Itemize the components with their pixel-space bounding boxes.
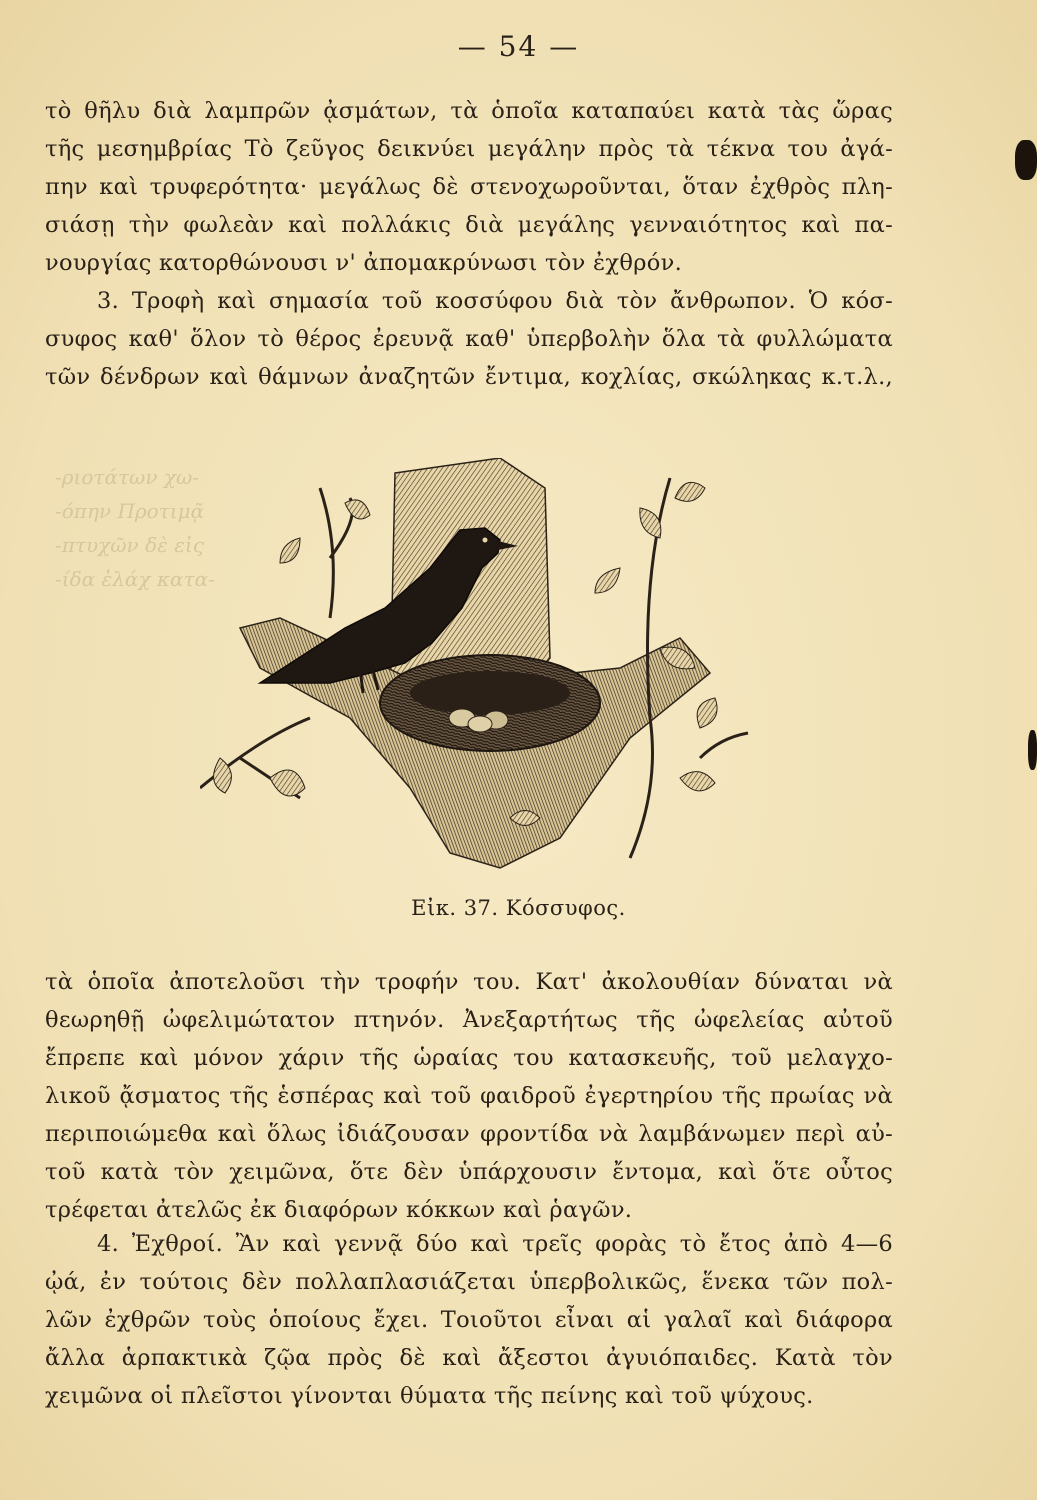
text-line: ἄλλα ἁρπακτικὰ ζῷα πρὸς δὲ καὶ ἄξεστοι ἀγυιόπαιδες. Κατὰ τὸν	[45, 1345, 893, 1371]
figure-caption: Εἰκ. 37. Κόσσυφος.	[411, 896, 626, 920]
leaf	[214, 758, 232, 793]
bleed-line: -όπην Προτιμᾷ	[55, 499, 205, 523]
leaf	[697, 698, 717, 728]
text-line: περιποιώμεθα καὶ ὅλως ἰδιάζουσαν φροντίδα νὰ λαμβάνωμεν περὶ αὐ-	[45, 1121, 893, 1147]
text-line: τῆς μεσημβρίας Τὸ ζεῦγος δεικνύει μεγάλην πρὸς τὰ τέκνα του ἀγά-	[45, 136, 893, 162]
paragraph-1	[45, 92, 893, 282]
paragraph-4	[45, 1225, 893, 1415]
text-line: τὰ ὁποῖα ἀποτελοῦσι τὴν τροφήν του. Κατ' ἀκολουθίαν δύναται νὰ	[45, 969, 893, 995]
egg	[468, 716, 492, 732]
leaf	[595, 568, 620, 593]
text-line: πην καὶ τρυφερότητα· μεγάλως δὲ στενοχωροῦνται, ὅταν ἐχθρὸς πλη-	[45, 174, 893, 200]
paragraph-2	[45, 282, 893, 396]
text-line: λῶν ἐχθρῶν τοὺς ὁποίους ἔχει. Τοιοῦτοι εἶναι αἱ γαλαῖ καὶ διάφορα	[45, 1307, 893, 1333]
bleed-line: -πτυχῶν δὲ εἰς	[55, 533, 204, 557]
leaf	[675, 482, 705, 501]
leaf	[270, 770, 305, 796]
paper-damage-spot	[1015, 140, 1037, 180]
leaf	[640, 508, 661, 538]
text-line: θεωρηθῇ ὠφελιμώτατον πτηνόν. Ἀνεξαρτήτως τῆς ὠφελείας αὐτοῦ	[45, 1007, 893, 1033]
leaf	[345, 500, 370, 519]
text-line: 4. Ἐχθροί. Ἂν καὶ γεννᾷ δύο καὶ τρεῖς φορὰς τὸ ἔτος ἀπὸ 4—6	[97, 1231, 893, 1257]
bleed-line: -ίδα ἐλάχ κατα-	[55, 567, 215, 591]
bleed-through-text	[55, 460, 215, 596]
paragraph-3	[45, 963, 893, 1229]
text-line: τῶν δένδρων καὶ θάμνων ἀναζητῶν ἔντιμα, κοχλίας, σκώληκας κ.τ.λ.,	[45, 364, 893, 390]
text-line: τὸ θῆλυ διὰ λαμπρῶν ᾀσμάτων, τὰ ὁποῖα καταπαύει κατὰ τὰς ὥρας	[45, 98, 893, 124]
blackbird-engraving	[200, 458, 750, 878]
text-line: λικοῦ ᾄσματος τῆς ἑσπέρας καὶ τοῦ φαιδροῦ ἐγερτηρίου τῆς πρωίας νὰ	[45, 1083, 893, 1109]
leaf	[680, 772, 715, 791]
paper-damage-spot	[1028, 730, 1037, 770]
bleed-line: -ριοτάτων χω-	[55, 465, 200, 489]
text-line: ἔπρεπε καὶ μόνον χάριν τῆς ὡραίας του κατασκευῆς, τοῦ μελαγχο-	[45, 1045, 893, 1071]
leaf	[280, 538, 300, 563]
text-line: χειμῶνα οἱ πλεῖστοι γίνονται θύματα τῆς πείνης καὶ τοῦ ψύχους.	[45, 1383, 814, 1409]
text-line: ᾠά, ἐν τούτοις δὲν πολλαπλασιάζεται ὑπερβολικῶς, ἕνεκα τῶν πολ-	[45, 1269, 893, 1295]
page-number: — 54 —	[457, 30, 580, 63]
text-line: τοῦ κατὰ τὸν χειμῶνα, ὅτε δὲν ὑπάρχουσιν ἔντομα, καὶ ὅτε οὗτος	[45, 1159, 893, 1185]
text-line: τρέφεται ἀτελῶς ἐκ διαφόρων κόκκων καὶ ῥαγῶν.	[45, 1197, 633, 1223]
text-line: σιάσῃ τὴν φωλεὰν καὶ πολλάκις διὰ μεγάλης γενναιότητος καὶ πα-	[45, 212, 893, 238]
text-line: νουργίας κατορθώνουσι ν' ἀπομακρύνωσι τὸν ἐχθρόν.	[45, 250, 683, 276]
text-line: συφος καθ' ὅλον τὸ θέρος ἐρευνᾷ καθ' ὑπερβολὴν ὅλα τὰ φυλλώματα	[45, 326, 893, 352]
text-line: 3. Τροφὴ καὶ σημασία τοῦ κοσσύφου διὰ τὸν ἄνθρωπον. Ὁ κόσ-	[97, 288, 893, 314]
